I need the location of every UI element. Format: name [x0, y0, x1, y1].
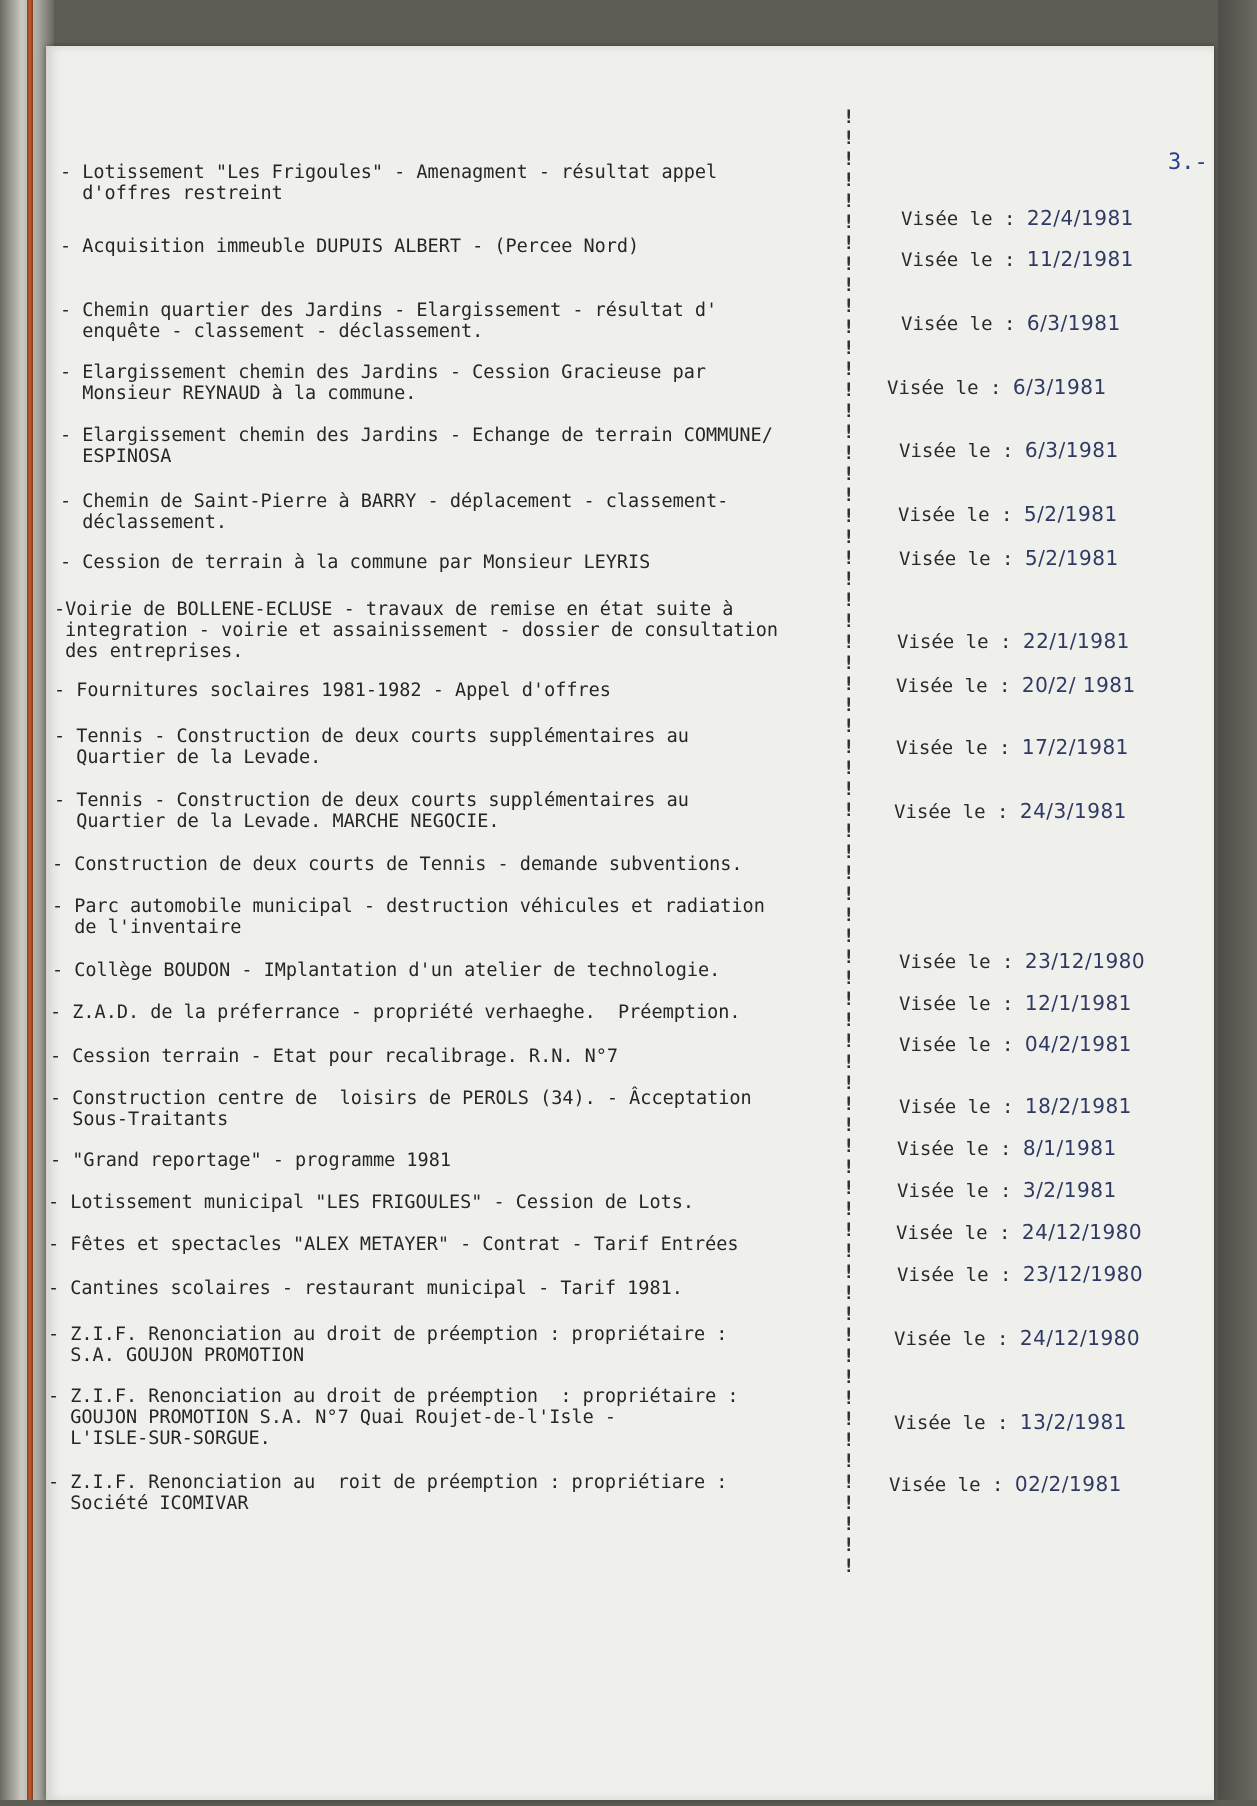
separator-mark: !	[843, 1471, 855, 1493]
separator-mark: !	[843, 1009, 855, 1031]
visa-stamp-line	[901, 247, 1134, 271]
separator-mark: !	[843, 253, 855, 275]
visa-date: 13/2/1981	[1019, 1410, 1127, 1434]
separator-mark: !	[843, 904, 855, 926]
separator-mark: !	[843, 820, 855, 842]
separator-mark: !	[843, 631, 855, 653]
separator-mark: !	[843, 925, 855, 947]
visa-label: Visée le :	[894, 1328, 1020, 1350]
visa-date: 6/3/1981	[1026, 311, 1121, 335]
separator-mark: !	[843, 1261, 855, 1283]
separator-mark: !	[843, 1429, 855, 1451]
separator-mark: !	[843, 862, 855, 884]
visa-label: Visée le :	[896, 1222, 1022, 1244]
separator-mark: !	[843, 169, 855, 191]
visa-date: 12/1/1981	[1024, 991, 1132, 1015]
separator-mark: !	[843, 694, 855, 716]
visa-label: Visée le :	[901, 313, 1027, 335]
separator-mark: !	[843, 379, 855, 401]
entry-title-line: - Chemin quartier des Jardins - Elargissement - résultat d'	[60, 300, 718, 321]
separator-mark: !	[843, 736, 855, 758]
separator-mark: !	[843, 400, 855, 422]
separator-mark: !	[843, 1387, 855, 1409]
entry-continuation-line: de l'inventaire	[52, 917, 242, 938]
separator-mark: !	[843, 106, 855, 128]
entry-title-line: - Fêtes et spectacles "ALEX METAYER" - Contrat - Tarif Entrées	[48, 1234, 739, 1255]
visa-date: 22/1/1981	[1022, 629, 1130, 653]
separator-mark: !	[843, 1198, 855, 1220]
separator-mark: !	[843, 1366, 855, 1388]
separator-mark: !	[843, 1219, 855, 1241]
separator-mark: !	[843, 211, 855, 233]
separator-mark: !	[843, 1303, 855, 1325]
visa-label: Visée le :	[894, 801, 1020, 823]
entry-title-line: - Construction de deux courts de Tennis - demande subventions.	[52, 854, 743, 875]
separator-mark: !	[843, 1324, 855, 1346]
visa-stamp-line	[896, 673, 1136, 697]
visa-date: 11/2/1981	[1026, 247, 1134, 271]
separator-mark: !	[843, 1345, 855, 1367]
entry-title-line: - Acquisition immeuble DUPUIS ALBERT - (Percee Nord)	[60, 236, 640, 257]
entry-title-line: - Chemin de Saint-Pierre à BARRY - déplacement - classement-	[60, 491, 729, 512]
separator-mark: !	[843, 190, 855, 212]
entry-title-line: - Elargissement chemin des Jardins - Cession Gracieuse par	[60, 362, 707, 383]
visa-date: 24/3/1981	[1019, 799, 1127, 823]
entry-continuation-line: d'offres restreint	[60, 183, 283, 204]
separator-mark: !	[843, 967, 855, 989]
separator-mark: !	[843, 1072, 855, 1094]
visa-label: Visée le :	[899, 951, 1025, 973]
visa-label: Visée le :	[901, 249, 1027, 271]
separator-mark: !	[843, 652, 855, 674]
visa-stamp-line	[901, 311, 1121, 335]
separator-mark: !	[843, 883, 855, 905]
separator-mark: !	[843, 841, 855, 863]
separator-mark: !	[843, 1282, 855, 1304]
visa-date: 02/2/1981	[1014, 1472, 1122, 1496]
visa-date: 18/2/1981	[1024, 1094, 1132, 1118]
separator-mark: !	[843, 946, 855, 968]
document-page	[46, 46, 1214, 1800]
separator-column	[843, 106, 873, 1806]
visa-date: 6/3/1981	[1012, 375, 1107, 399]
separator-mark: !	[843, 232, 855, 254]
visa-label: Visée le :	[889, 1474, 1015, 1496]
separator-mark: !	[843, 484, 855, 506]
entry-continuation-line: Quartier de la Levade. MARCHE NEGOCIE.	[54, 811, 500, 832]
visa-stamp-line	[899, 438, 1119, 462]
entry-continuation-line: Société ICOMIVAR	[48, 1493, 249, 1514]
separator-mark: !	[843, 568, 855, 590]
visa-label: Visée le :	[896, 737, 1022, 759]
separator-mark: !	[843, 1513, 855, 1535]
entry-title-line: - Z.I.F. Renonciation au droit de préemption : propriétaire :	[48, 1324, 728, 1345]
entry-continuation-line: integration - voirie et assainissement - dossier de consultation	[54, 620, 778, 641]
separator-mark: !	[843, 715, 855, 737]
entry-title-line: - Z.A.D. de la préferrance - propriété verhaeghe. Préemption.	[50, 1002, 741, 1023]
separator-mark: !	[843, 757, 855, 779]
entry-continuation-line: Quartier de la Levade.	[54, 747, 322, 768]
visa-stamp-line	[897, 1262, 1143, 1286]
visa-date: 5/2/1981	[1024, 546, 1119, 570]
separator-mark: !	[843, 337, 855, 359]
separator-mark: !	[843, 610, 855, 632]
separator-mark: !	[843, 442, 855, 464]
separator-mark: !	[843, 799, 855, 821]
visa-date: 22/4/1981	[1026, 206, 1134, 230]
visa-stamp-line	[899, 546, 1119, 570]
separator-mark: !	[843, 673, 855, 695]
entry-title-line: - Elargissement chemin des Jardins - Echange de terrain COMMUNE/	[60, 425, 773, 446]
visa-label: Visée le :	[897, 631, 1023, 653]
visa-stamp-line	[898, 502, 1118, 526]
separator-mark: !	[843, 274, 855, 296]
visa-stamp-line	[901, 206, 1134, 230]
right-shadow	[1218, 0, 1257, 1800]
visa-stamp-line	[894, 1410, 1127, 1434]
entry-continuation-line: GOUJON PROMOTION S.A. N°7 Quai Roujet-de-l'Isle -	[48, 1407, 617, 1428]
visa-stamp-line	[897, 1136, 1117, 1160]
entry-title-line: - Collège BOUDON - IMplantation d'un atelier de technologie.	[52, 960, 721, 981]
entry-continuation-line: enquête - classement - déclassement.	[60, 321, 484, 342]
separator-mark: !	[843, 1492, 855, 1514]
visa-date: 5/2/1981	[1023, 502, 1118, 526]
entry-continuation-line: ESPINOSA	[60, 446, 172, 467]
entry-title-line: - "Grand reportage" - programme 1981	[50, 1150, 451, 1171]
visa-date: 24/12/1980	[1019, 1326, 1141, 1350]
visa-label: Visée le :	[897, 1138, 1023, 1160]
visa-stamp-line	[896, 1220, 1142, 1244]
separator-mark: !	[843, 988, 855, 1010]
separator-mark: !	[843, 1240, 855, 1262]
binding-spine	[27, 0, 33, 1800]
separator-mark: !	[843, 1135, 855, 1157]
separator-mark: !	[843, 1156, 855, 1178]
visa-date: 04/2/1981	[1024, 1032, 1132, 1056]
separator-mark: !	[843, 358, 855, 380]
separator-mark: !	[843, 316, 855, 338]
entry-continuation-line: L'ISLE-SUR-SORGUE.	[48, 1428, 271, 1449]
separator-mark: !	[843, 547, 855, 569]
visa-label: Visée le :	[899, 440, 1025, 462]
entry-title-line: - Lotissement municipal "LES FRIGOULES" - Cession de Lots.	[48, 1192, 695, 1213]
visa-label: Visée le :	[899, 1034, 1025, 1056]
visa-date: 3/2/1981	[1022, 1178, 1117, 1202]
entry-continuation-line: S.A. GOUJON PROMOTION	[48, 1345, 305, 1366]
entry-continuation-line: des entreprises.	[54, 641, 244, 662]
visa-label: Visée le :	[887, 377, 1013, 399]
visa-label: Visée le :	[899, 993, 1025, 1015]
entry-continuation-line: Monsieur REYNAUD à la commune.	[60, 383, 417, 404]
separator-mark: !	[843, 463, 855, 485]
entry-title-line: - Cantines scolaires - restaurant municipal - Tarif 1981.	[48, 1278, 683, 1299]
entry-title-line: - Cession de terrain à la commune par Monsieur LEYRIS	[60, 552, 651, 573]
separator-mark: !	[843, 1030, 855, 1052]
visa-stamp-line	[896, 735, 1129, 759]
visa-label: Visée le :	[901, 208, 1027, 230]
entry-title-line: - Z.I.F. Renonciation au droit de préemption : propriétaire :	[48, 1386, 739, 1407]
visa-date: 8/1/1981	[1022, 1136, 1117, 1160]
visa-date: 23/12/1980	[1024, 949, 1146, 973]
entry-title-line: - Tennis - Construction de deux courts supplémentaires au	[54, 790, 689, 811]
entry-title-line: - Construction centre de loisirs de PEROLS (34). - Âcceptation	[50, 1088, 752, 1109]
entry-title-line: - Z.I.F. Renonciation au roit de préemption : propriétiare :	[48, 1472, 728, 1493]
visa-stamp-line	[887, 375, 1107, 399]
page-number: 3.-	[1168, 150, 1208, 175]
entry-title-line: - Cession terrain - Etat pour recalibrage. R.N. N°7	[50, 1046, 619, 1067]
visa-stamp-line	[894, 1326, 1140, 1350]
entry-title-line: - Lotissement "Les Frigoules" - Amenagment - résultat appel	[60, 162, 718, 183]
visa-date: 20/2/ 1981	[1021, 673, 1136, 697]
separator-mark: !	[843, 1177, 855, 1199]
visa-label: Visée le :	[894, 1412, 1020, 1434]
separator-mark: !	[843, 778, 855, 800]
visa-label: Visée le :	[897, 1180, 1023, 1202]
entry-title-line: - Fournitures soclaires 1981-1982 - Appel d'offres	[54, 680, 611, 701]
separator-mark: !	[843, 127, 855, 149]
entry-title-line: - Tennis - Construction de deux courts supplémentaires au	[54, 726, 689, 747]
visa-stamp-line	[899, 991, 1132, 1015]
separator-mark: !	[843, 148, 855, 170]
separator-mark: !	[843, 1051, 855, 1073]
entry-title-line: -Voirie de BOLLENE-ECLUSE - travaux de remise en état suite à	[54, 599, 734, 620]
visa-label: Visée le :	[896, 675, 1022, 697]
visa-label: Visée le :	[898, 504, 1024, 526]
visa-stamp-line	[897, 1178, 1117, 1202]
visa-label: Visée le :	[899, 548, 1025, 570]
entry-title-line: - Parc automobile municipal - destruction véhicules et radiation	[52, 896, 765, 917]
visa-label: Visée le :	[897, 1264, 1023, 1286]
entry-continuation-line: Sous-Traitants	[50, 1109, 229, 1130]
visa-date: 23/12/1980	[1022, 1262, 1144, 1286]
visa-stamp-line	[899, 1032, 1132, 1056]
separator-mark: !	[843, 589, 855, 611]
visa-stamp-line	[897, 629, 1130, 653]
separator-mark: !	[843, 1408, 855, 1430]
separator-mark: !	[843, 421, 855, 443]
entry-continuation-line: déclassement.	[60, 512, 228, 533]
visa-stamp-line	[899, 949, 1145, 973]
separator-mark: !	[843, 1555, 855, 1577]
separator-mark: !	[843, 295, 855, 317]
separator-mark: !	[843, 1450, 855, 1472]
separator-mark: !	[843, 526, 855, 548]
separator-mark: !	[843, 1093, 855, 1115]
visa-stamp-line	[894, 799, 1127, 823]
visa-stamp-line	[899, 1094, 1132, 1118]
separator-mark: !	[843, 1114, 855, 1136]
visa-stamp-line	[889, 1472, 1122, 1496]
separator-mark: !	[843, 1534, 855, 1556]
separator-mark: !	[843, 505, 855, 527]
visa-date: 24/12/1980	[1021, 1220, 1143, 1244]
visa-date: 6/3/1981	[1024, 438, 1119, 462]
visa-label: Visée le :	[899, 1096, 1025, 1118]
visa-date: 17/2/1981	[1021, 735, 1129, 759]
